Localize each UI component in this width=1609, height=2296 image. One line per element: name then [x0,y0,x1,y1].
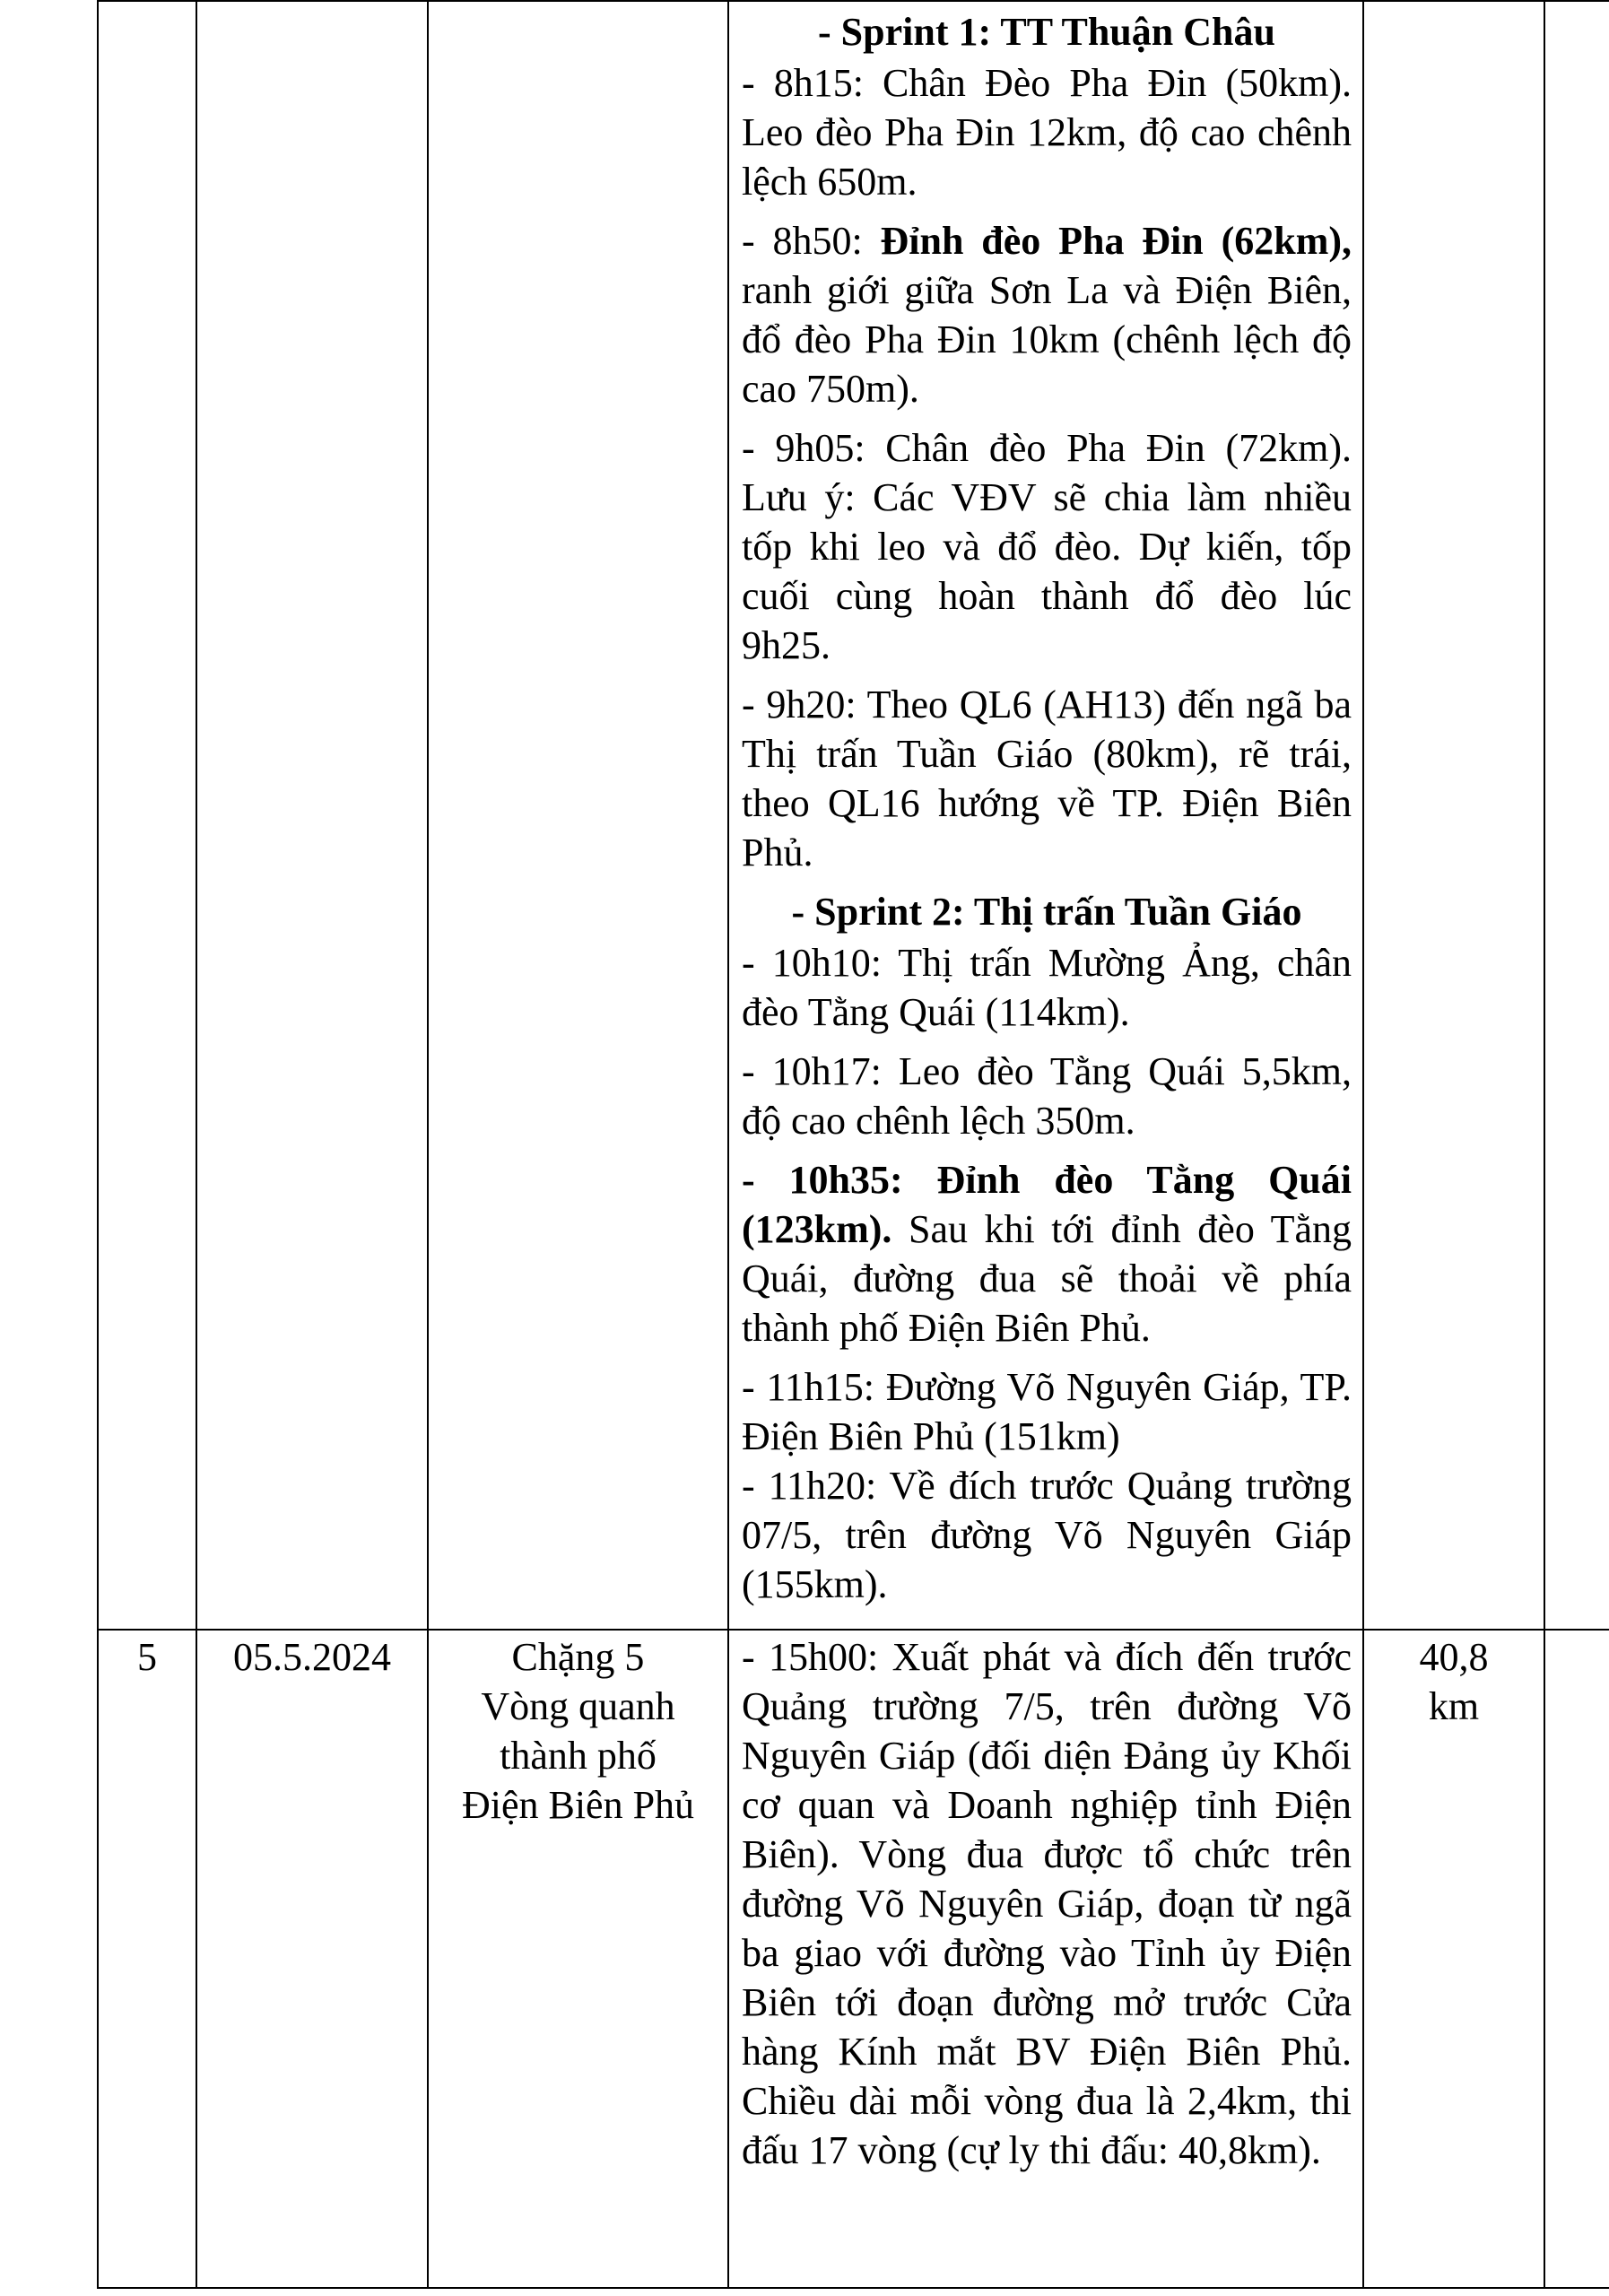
stt-cell [98,1,196,1630]
schedule-entry: - 9h20: Theo QL6 (AH13) đến ngã ba Thị trấn Tuần Giáo (80km), rẽ trái, theo QL16 hướng về TP. Điện Biên Phủ. [742,683,1352,874]
sprint-1-heading: - Sprint 1: TT Thuận Châu [818,10,1275,54]
date-cell [196,1,428,1630]
schedule-entry: - 8h15: Chân Đèo Pha Đin (50km). Leo đèo Pha Đin 12km, độ cao chênh lệch 650m. [742,61,1352,204]
sprint-2-heading: - Sprint 2: Thị trấn Tuần Giáo [791,890,1302,934]
race-schedule-table [97,0,1609,2289]
schedule-entry: - 11h15: Đường Võ Nguyên Giáp, TP. Điện Biên Phủ (151km) [742,1365,1352,1458]
table-row [98,1630,1609,2288]
schedule-entry: - 11h20: Về đích trước Quảng trường 07/5, trên đường Võ Nguyên Giáp (155km). [742,1464,1352,1606]
stage-description: Vòng quanh [481,1684,675,1728]
stage-cell [428,1630,728,2288]
schedule-entry: - 10h35: Đỉnh đèo Tằng Quái (123km). Sau khi tới đỉnh đèo Tằng Quái, đường đua sẽ thoải về phía thành phố Điện Biên Phủ. [742,1158,1352,1350]
stage-description: thành phố [500,1734,657,1778]
stage-name: Chặng 5 [511,1635,645,1679]
distance-cell [1363,1630,1544,2288]
schedule-entry: - 8h50: Đỉnh đèo Pha Đin (62km), ranh giới giữa Sơn La và Điện Biên, đổ đèo Pha Đin 10km (chênh lệch độ cao 750m). [742,219,1352,411]
distance-cell [1363,1,1544,1630]
note-cell [1544,1,1609,1630]
content-cell [728,1630,1363,2288]
date-cell: 05.5.2024 [196,1630,428,2288]
distance-unit: km [1428,1684,1480,1728]
schedule-entry: - 10h10: Thị trấn Mường Ảng, chân đèo Tằng Quái (114km). [742,941,1352,1034]
schedule-entry: - 15h00: Xuất phát và đích đến trước Quảng trường 7/5, trên đường Võ Nguyên Giáp (đối diện Đảng ủy Khối cơ quan và Doanh nghiệp tỉnh Điện Biên). Vòng đua được tổ chức trên đường Võ Nguyên Giáp, đoạn từ ngã ba giao với đường vào Tỉnh ủy Điện Biên tới đoạn đường mở trước Cửa hàng Kính mắt BV Điện Biên Phủ. Chiều dài mỗi vòng đua là 2,4km, thi đấu 17 vòng (cự ly thi đấu: 40,8km). [742,1635,1352,2172]
schedule-entry: - 10h17: Leo đèo Tằng Quái 5,5km, độ cao chênh lệch 350m. [742,1049,1352,1143]
table-row [98,1,1609,1630]
stage-cell [428,1,728,1630]
content-cell [728,1,1363,1630]
distance-value: 40,8 [1419,1635,1489,1679]
schedule-entry: - 9h05: Chân đèo Pha Đin (72km). Lưu ý: Các VĐV sẽ chia làm nhiều tốp khi leo và đổ đèo. Dự kiến, tốp cuối cùng hoàn thành đổ đèo lúc 9h25. [742,426,1352,667]
note-cell [1544,1630,1609,2288]
stt-cell: 5 [98,1630,196,2288]
stage-description: Điện Biên Phủ [461,1783,695,1827]
